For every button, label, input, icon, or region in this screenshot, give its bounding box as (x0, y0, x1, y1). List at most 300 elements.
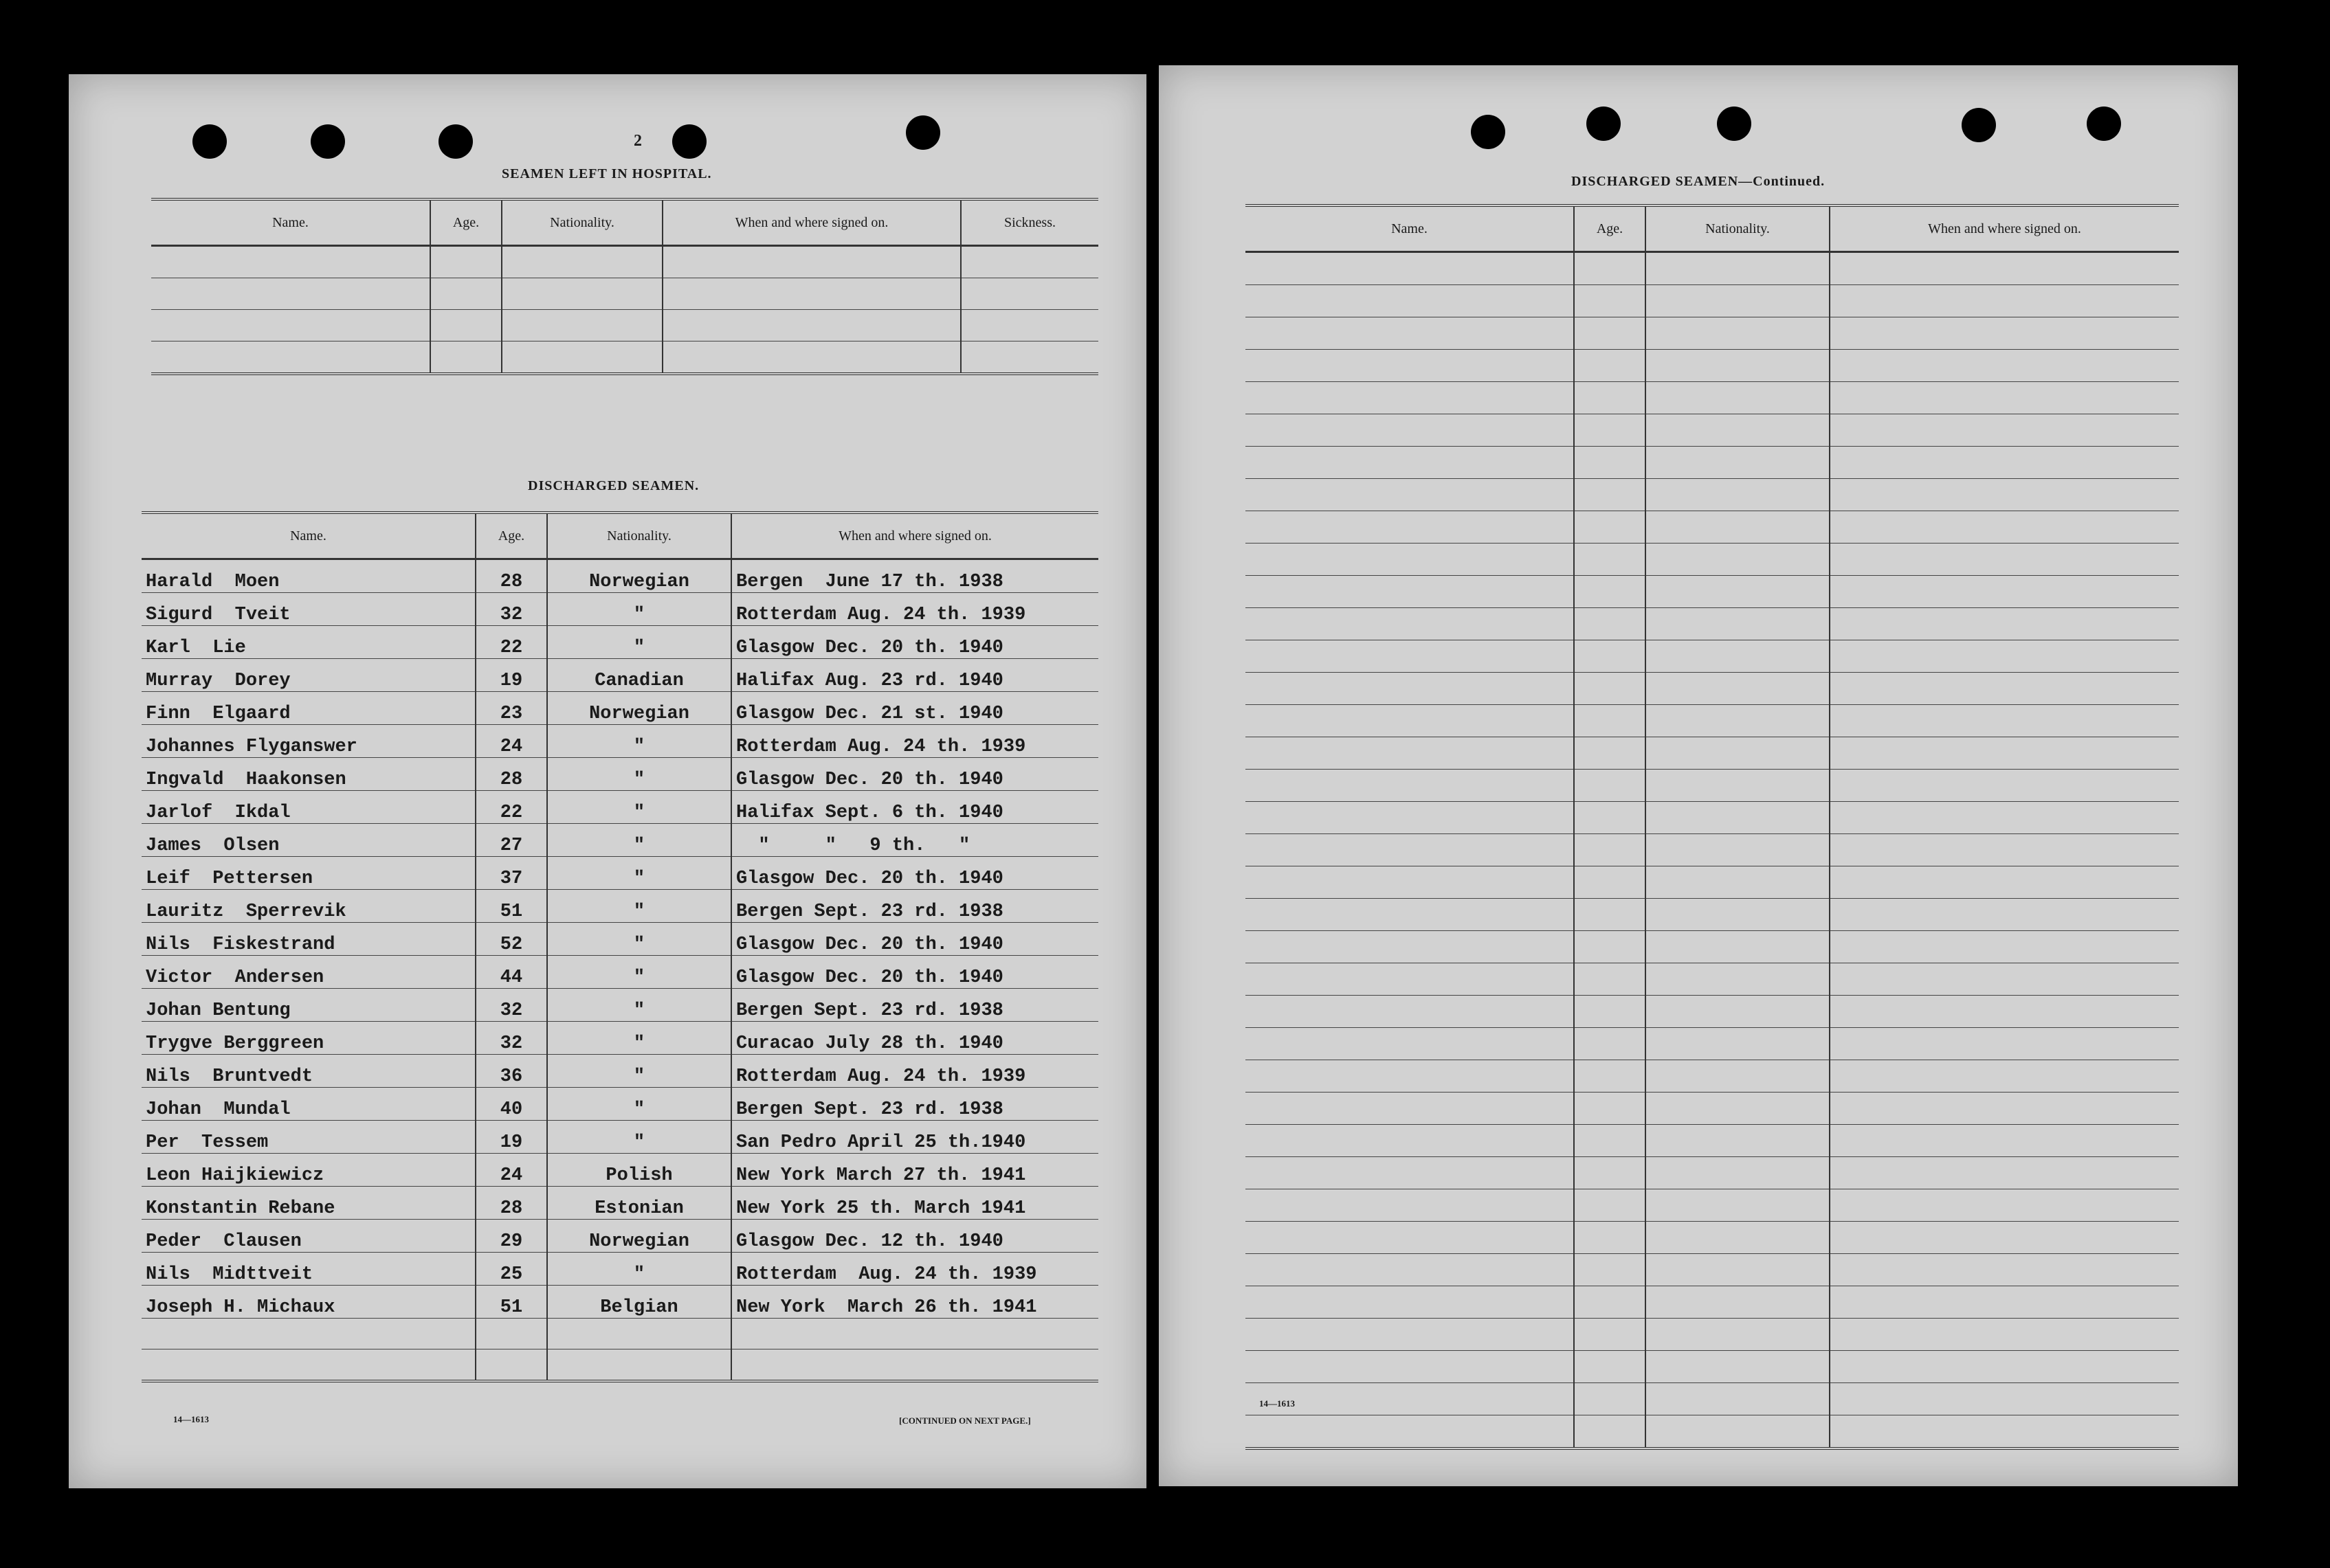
table-cell (1830, 511, 2179, 544)
table-row (151, 341, 1098, 374)
continued-table (1245, 204, 2179, 1450)
table-cell (731, 1349, 1098, 1382)
table-cell (1830, 1157, 2179, 1189)
seaman-name: Johan Bentung (142, 989, 476, 1022)
table-cell (1645, 1415, 1830, 1449)
seaman-name: Harald Moen (142, 559, 476, 593)
table-row (1245, 866, 2179, 899)
table-row (151, 278, 1098, 310)
table-cell (1830, 737, 2179, 770)
table-cell (961, 310, 1098, 341)
table-row (142, 1349, 1098, 1382)
table-cell (1574, 1351, 1645, 1383)
table-row (142, 1286, 1098, 1319)
seaman-age: 24 (476, 1154, 547, 1187)
punch-hole (1717, 107, 1751, 141)
column-header-nationality: Nationality. (502, 199, 663, 246)
seaman-nationality: " (547, 1121, 731, 1154)
table-cell (1645, 1028, 1830, 1060)
page-number: 2 (634, 132, 642, 150)
seaman-nationality: " (547, 824, 731, 857)
table-cell (1574, 252, 1645, 285)
table-cell (961, 341, 1098, 374)
table-row (1245, 447, 2179, 479)
seaman-age: 19 (476, 1121, 547, 1154)
table-cell (1645, 1222, 1830, 1254)
table-cell (1645, 511, 1830, 544)
table-cell (1645, 479, 1830, 511)
table-cell (1830, 834, 2179, 866)
table-cell (1574, 1383, 1645, 1415)
table-row (1245, 802, 2179, 834)
table-cell (1574, 414, 1645, 447)
seaman-signed-on: Glasgow Dec. 20 th. 1940 (731, 626, 1098, 659)
punch-hole (2087, 107, 2121, 141)
punch-hole (1471, 115, 1505, 149)
table-row (1245, 1351, 2179, 1383)
table-row (1245, 608, 2179, 640)
table-cell (1830, 285, 2179, 317)
punch-hole (439, 124, 473, 159)
seaman-signed-on: Bergen Sept. 23 rd. 1938 (731, 1088, 1098, 1121)
seaman-age: 32 (476, 593, 547, 626)
table-cell (1645, 963, 1830, 996)
table-cell (1830, 1093, 2179, 1125)
table-cell (1245, 802, 1574, 834)
continued-section-title: DISCHARGED SEAMEN—Continued. (1571, 174, 1826, 189)
seaman-signed-on: Rotterdam Aug. 24 th. 1939 (731, 1253, 1098, 1286)
table-row (142, 989, 1098, 1022)
table-cell (1830, 252, 2179, 285)
table-row (1245, 511, 2179, 544)
left-page (69, 74, 1146, 1488)
seaman-age: 51 (476, 890, 547, 923)
seaman-signed-on: New York 25 th. March 1941 (731, 1187, 1098, 1220)
table-cell (1245, 285, 1574, 317)
table-cell (1245, 382, 1574, 414)
seaman-nationality: " (547, 890, 731, 923)
table-cell (961, 278, 1098, 310)
table-cell (1645, 1286, 1830, 1319)
table-row (1245, 576, 2179, 608)
table-row (1245, 414, 2179, 447)
seaman-name: Joseph H. Michaux (142, 1286, 476, 1319)
seaman-name: Johan Mundal (142, 1088, 476, 1121)
seaman-signed-on: Glasgow Dec. 20 th. 1940 (731, 758, 1098, 791)
table-row (1245, 640, 2179, 673)
seaman-signed-on: Bergen Sept. 23 rd. 1938 (731, 890, 1098, 923)
table-row (1245, 899, 2179, 931)
seaman-age: 40 (476, 1088, 547, 1121)
table-cell (1645, 1319, 1830, 1351)
table-cell (1830, 1125, 2179, 1157)
table-cell (1574, 608, 1645, 640)
table-row (1245, 996, 2179, 1028)
table-cell (663, 310, 961, 341)
column-header-age: Age. (1574, 205, 1645, 252)
table-cell (547, 1349, 731, 1382)
seaman-name: Lauritz Sperrevik (142, 890, 476, 923)
seaman-nationality: Polish (547, 1154, 731, 1187)
seaman-signed-on: Curacao July 28 th. 1940 (731, 1022, 1098, 1055)
table-cell (1830, 673, 2179, 705)
table-cell (1645, 834, 1830, 866)
seaman-signed-on: Glasgow Dec. 20 th. 1940 (731, 923, 1098, 956)
column-header-signed-on: When and where signed on. (731, 513, 1098, 559)
table-row (142, 1253, 1098, 1286)
seaman-nationality: " (547, 725, 731, 758)
table-cell (1830, 705, 2179, 737)
table-cell (1574, 705, 1645, 737)
table-row (142, 659, 1098, 692)
table-row (1245, 963, 2179, 996)
table-row (142, 692, 1098, 725)
column-header-name: Name. (142, 513, 476, 559)
table-row (142, 857, 1098, 890)
table-cell (1645, 576, 1830, 608)
seaman-name: Leon Haijkiewicz (142, 1154, 476, 1187)
table-cell (1245, 1319, 1574, 1351)
right-page (1159, 65, 2238, 1486)
table-row (1245, 479, 2179, 511)
table-cell (1574, 834, 1645, 866)
table-cell (1245, 705, 1574, 737)
table-cell (1574, 963, 1645, 996)
seaman-nationality: " (547, 758, 731, 791)
table-cell (1245, 479, 1574, 511)
seaman-nationality: Canadian (547, 659, 731, 692)
table-cell (1245, 1286, 1574, 1319)
table-cell (1645, 996, 1830, 1028)
seaman-nationality: " (547, 791, 731, 824)
table-cell (1645, 899, 1830, 931)
table-cell (1245, 1222, 1574, 1254)
table-cell (1830, 1028, 2179, 1060)
seaman-name: Leif Pettersen (142, 857, 476, 890)
table-cell (142, 1319, 476, 1349)
table-cell (1574, 1157, 1645, 1189)
table-cell (1574, 802, 1645, 834)
seaman-nationality: Belgian (547, 1286, 731, 1319)
punch-hole (672, 124, 707, 159)
table-cell (1574, 866, 1645, 899)
seaman-nationality: Norwegian (547, 559, 731, 593)
seaman-nationality: Estonian (547, 1187, 731, 1220)
seaman-age: 22 (476, 626, 547, 659)
punch-hole (311, 124, 345, 159)
table-cell (1574, 576, 1645, 608)
continued-note: [CONTINUED ON NEXT PAGE.] (899, 1415, 1031, 1426)
table-cell (731, 1319, 1098, 1349)
table-cell (663, 246, 961, 278)
seaman-nationality: " (547, 1253, 731, 1286)
table-cell (430, 341, 502, 374)
seaman-signed-on: Glasgow Dec. 12 th. 1940 (731, 1220, 1098, 1253)
table-cell (1574, 1222, 1645, 1254)
seaman-name: Jarlof Ikdal (142, 791, 476, 824)
table-cell (1830, 1351, 2179, 1383)
table-row (1245, 382, 2179, 414)
seaman-age: 37 (476, 857, 547, 890)
table-cell (1245, 673, 1574, 705)
table-cell (1574, 382, 1645, 414)
seaman-name: James Olsen (142, 824, 476, 857)
table-cell (1830, 479, 2179, 511)
seaman-nationality: " (547, 593, 731, 626)
table-cell (1645, 1125, 1830, 1157)
seaman-signed-on: Bergen June 17 th. 1938 (731, 559, 1098, 593)
seaman-name: Johannes Flyganswer (142, 725, 476, 758)
seaman-signed-on: New York March 27 th. 1941 (731, 1154, 1098, 1187)
seaman-age: 29 (476, 1220, 547, 1253)
seaman-nationality: " (547, 923, 731, 956)
table-cell (502, 246, 663, 278)
table-cell (1830, 1222, 2179, 1254)
seaman-signed-on: Halifax Sept. 6 th. 1940 (731, 791, 1098, 824)
punch-hole (1962, 108, 1996, 142)
column-header-age: Age. (430, 199, 502, 246)
seaman-name: Nils Bruntvedt (142, 1055, 476, 1088)
table-row (142, 725, 1098, 758)
table-cell (1830, 899, 2179, 931)
table-cell (1574, 1286, 1645, 1319)
table-cell (1574, 350, 1645, 382)
table-row (142, 923, 1098, 956)
seaman-nationality: " (547, 1055, 731, 1088)
table-cell (1574, 770, 1645, 802)
table-cell (1830, 802, 2179, 834)
seaman-name: Murray Dorey (142, 659, 476, 692)
table-cell (430, 246, 502, 278)
seaman-name: Peder Clausen (142, 1220, 476, 1253)
seaman-age: 52 (476, 923, 547, 956)
table-row (151, 246, 1098, 278)
seaman-signed-on: Halifax Aug. 23 rd. 1940 (731, 659, 1098, 692)
table-cell (151, 278, 430, 310)
table-cell (547, 1319, 731, 1349)
table-row (142, 758, 1098, 791)
seaman-age: 27 (476, 824, 547, 857)
table-cell (1245, 640, 1574, 673)
punch-hole (906, 115, 940, 150)
table-cell (1645, 350, 1830, 382)
form-number: 14—1613 (1259, 1398, 1295, 1409)
column-header-signed-on: When and where signed on. (663, 199, 961, 246)
table-cell (1574, 285, 1645, 317)
table-cell (1245, 1060, 1574, 1093)
table-row (1245, 1028, 2179, 1060)
table-cell (1245, 737, 1574, 770)
table-cell (1245, 511, 1574, 544)
seaman-nationality: " (547, 989, 731, 1022)
table-cell (1645, 1060, 1830, 1093)
table-cell (1574, 931, 1645, 963)
seaman-age: 19 (476, 659, 547, 692)
table-cell (1574, 1254, 1645, 1286)
table-cell (1645, 382, 1830, 414)
table-cell (1574, 511, 1645, 544)
table-cell (1574, 1125, 1645, 1157)
table-row (142, 1187, 1098, 1220)
table-cell (1574, 640, 1645, 673)
table-cell (1245, 414, 1574, 447)
table-row (1245, 931, 2179, 963)
table-cell (1830, 1189, 2179, 1222)
table-cell (502, 310, 663, 341)
table-cell (1830, 608, 2179, 640)
table-cell (1574, 673, 1645, 705)
table-cell (1245, 447, 1574, 479)
seaman-nationality: Norwegian (547, 1220, 731, 1253)
table-row (142, 890, 1098, 923)
discharged-table (142, 511, 1098, 1382)
table-cell (1645, 640, 1830, 673)
table-cell (1574, 317, 1645, 350)
seaman-name: Trygve Berggreen (142, 1022, 476, 1055)
table-cell (1645, 737, 1830, 770)
table-row (142, 559, 1098, 593)
seaman-signed-on: Rotterdam Aug. 24 th. 1939 (731, 1055, 1098, 1088)
seaman-age: 28 (476, 559, 547, 593)
table-cell (1574, 1319, 1645, 1351)
table-cell (1245, 866, 1574, 899)
table-cell (663, 278, 961, 310)
seaman-signed-on: Rotterdam Aug. 24 th. 1939 (731, 593, 1098, 626)
seaman-nationality: " (547, 956, 731, 989)
table-cell (1830, 1319, 2179, 1351)
table-cell (151, 310, 430, 341)
table-cell (1645, 544, 1830, 576)
table-row (1245, 673, 2179, 705)
table-cell (1830, 317, 2179, 350)
seaman-name: Nils Fiskestrand (142, 923, 476, 956)
table-row (1245, 1415, 2179, 1449)
punch-hole (1586, 107, 1621, 141)
table-cell (1830, 447, 2179, 479)
table-cell (1245, 1415, 1574, 1449)
seaman-signed-on: Glasgow Dec. 20 th. 1940 (731, 956, 1098, 989)
seaman-age: 51 (476, 1286, 547, 1319)
table-cell (1245, 996, 1574, 1028)
table-cell (151, 246, 430, 278)
seaman-signed-on: Bergen Sept. 23 rd. 1938 (731, 989, 1098, 1022)
table-cell (1645, 802, 1830, 834)
seaman-age: 28 (476, 758, 547, 791)
table-cell (1830, 382, 2179, 414)
table-cell (1574, 737, 1645, 770)
seaman-nationality: " (547, 1022, 731, 1055)
table-row (142, 1121, 1098, 1154)
table-cell (1645, 414, 1830, 447)
table-row (1245, 350, 2179, 382)
table-row (151, 310, 1098, 341)
table-cell (961, 246, 1098, 278)
table-row (1245, 737, 2179, 770)
seaman-age: 32 (476, 989, 547, 1022)
table-cell (1645, 285, 1830, 317)
seaman-name: Ingvald Haakonsen (142, 758, 476, 791)
seaman-signed-on: Rotterdam Aug. 24 th. 1939 (731, 725, 1098, 758)
seaman-signed-on: Glasgow Dec. 20 th. 1940 (731, 857, 1098, 890)
table-cell (1645, 866, 1830, 899)
table-cell (1830, 350, 2179, 382)
column-header-nationality: Nationality. (1645, 205, 1830, 252)
table-cell (430, 278, 502, 310)
table-cell (1245, 317, 1574, 350)
seaman-name: Finn Elgaard (142, 692, 476, 725)
table-cell (1830, 414, 2179, 447)
column-header-sickness: Sickness. (961, 199, 1098, 246)
table-cell (1645, 673, 1830, 705)
table-cell (1245, 608, 1574, 640)
table-row (1245, 1254, 2179, 1286)
seaman-nationality: " (547, 626, 731, 659)
seaman-nationality: " (547, 857, 731, 890)
table-cell (1830, 866, 2179, 899)
table-row (1245, 317, 2179, 350)
table-cell (1245, 576, 1574, 608)
table-cell (1830, 996, 2179, 1028)
table-cell (1245, 1093, 1574, 1125)
seaman-signed-on: New York March 26 th. 1941 (731, 1286, 1098, 1319)
table-cell (1830, 770, 2179, 802)
table-cell (1574, 544, 1645, 576)
table-cell (1574, 1189, 1645, 1222)
table-cell (1574, 1028, 1645, 1060)
table-row (142, 1055, 1098, 1088)
table-row (142, 1088, 1098, 1121)
table-cell (1574, 479, 1645, 511)
table-cell (1645, 252, 1830, 285)
table-cell (1645, 608, 1830, 640)
table-row (1245, 285, 2179, 317)
table-cell (1574, 447, 1645, 479)
table-cell (1645, 317, 1830, 350)
column-header-signed-on: When and where signed on. (1830, 205, 2179, 252)
table-row (1245, 1319, 2179, 1351)
seaman-age: 22 (476, 791, 547, 824)
table-cell (151, 341, 430, 374)
table-cell (502, 278, 663, 310)
table-cell (1830, 1060, 2179, 1093)
table-cell (1830, 1286, 2179, 1319)
table-cell (430, 310, 502, 341)
discharged-section-title: DISCHARGED SEAMEN. (528, 478, 700, 493)
seaman-age: 25 (476, 1253, 547, 1286)
table-cell (1245, 544, 1574, 576)
table-cell (1574, 1060, 1645, 1093)
table-cell (1645, 447, 1830, 479)
table-row (142, 1220, 1098, 1253)
table-cell (1245, 963, 1574, 996)
table-cell (476, 1349, 547, 1382)
table-row (142, 1319, 1098, 1349)
seaman-age: 44 (476, 956, 547, 989)
seaman-age: 36 (476, 1055, 547, 1088)
table-cell (1245, 899, 1574, 931)
table-cell (663, 341, 961, 374)
table-row (1245, 770, 2179, 802)
seaman-name: Per Tessem (142, 1121, 476, 1154)
seaman-signed-on: San Pedro April 25 th.1940 (731, 1121, 1098, 1154)
table-cell (1245, 1028, 1574, 1060)
hospital-table (151, 198, 1098, 375)
column-header-nationality: Nationality. (547, 513, 731, 559)
table-cell (1245, 1125, 1574, 1157)
table-row (1245, 1286, 2179, 1319)
table-row (1245, 1222, 2179, 1254)
table-row (1245, 834, 2179, 866)
